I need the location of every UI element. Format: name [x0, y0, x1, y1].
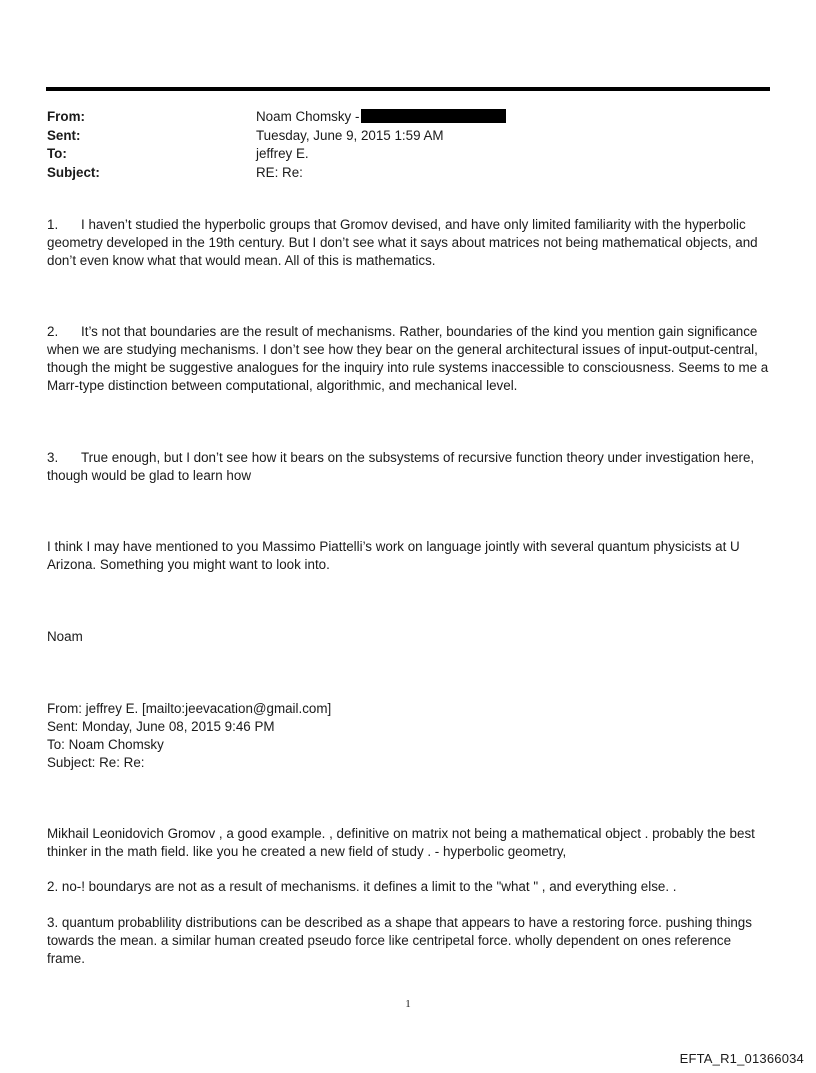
forwarded-paragraph-1: Mikhail Leonidovich Gromov , a good example. , definitive on matrix not being a mathematical object . probably the best thinker in the math field. like you he created a new field of study . - hyperbolic geometry, [47, 826, 755, 859]
forwarded-from: From: jeffrey E. [mailto:jeevacation@gmail.com] [47, 701, 332, 716]
paragraph-4: I think I may have mentioned to you Massimo Piattelli’s work on language jointly with several quantum physicists at U Arizona. Something you might want to look into. [47, 539, 740, 572]
paragraph-3-number: 3. [47, 450, 59, 465]
paragraph-1-text: I haven’t studied the hyperbolic groups that Gromov devised, and have only limited familiarity with the hyperbolic geometry developed in the 19th century. But I don’t see what it says about matrices not being mathematical objects, and don’t even know what that would mean. All of this is mathematics. [47, 217, 758, 268]
paragraph-3-text: True enough, but I don’t see how it bears on the subsystems of recursive function theory under investigation here, though would be glad to learn how [47, 450, 755, 483]
redaction-box [361, 109, 506, 123]
forwarded-header [47, 700, 769, 772]
email-header [47, 108, 767, 182]
paragraph-1 [47, 216, 769, 270]
paragraph-3 [47, 449, 769, 485]
forwarded-paragraph-3: 3. quantum probablility distributions can be described as a shape that appears to have a restoring force. pushing things towards the mean. a similar human created pseudo force like centripetal force. wholly dependent on ones reference frame. [47, 915, 752, 966]
paragraph-2 [47, 323, 769, 395]
to-row [47, 145, 767, 164]
from-label: From: [47, 109, 85, 124]
subject-label: Subject: [47, 164, 100, 180]
from-value: Noam Chomsky - [256, 108, 506, 126]
forwarded-sent: Sent: Monday, June 08, 2015 9:46 PM [47, 719, 275, 734]
bates-number: EFTA_R1_01366034 [679, 1051, 804, 1066]
subject-row [47, 164, 767, 183]
subject-value: RE: Re: [256, 164, 303, 180]
to-label: To: [47, 146, 67, 161]
page-number: 1 [405, 998, 411, 1010]
from-row [47, 108, 767, 127]
paragraph-1-number: 1. [47, 217, 59, 232]
paragraph-2-text: It’s not that boundaries are the result of mechanisms. Rather, boundaries of the kind you mention gain significance when we are studying mechanisms. I don’t see how they bear on the general architectural issues of input-output-central, though the might be suggestive analogues for the inquiry into rule systems inaccessible to consciousness. Seems to me a Marr-type distinction between computational, algorithmic, and mechanical level. [47, 324, 769, 393]
forwarded-paragraph-2: 2. no-! boundarys are not as a result of mechanisms. it defines a limit to the "what " , and everything else. . [47, 879, 677, 894]
signoff: Noam [47, 629, 83, 644]
forwarded-to: To: Noam Chomsky [47, 737, 164, 752]
from-name: Noam Chomsky [256, 109, 352, 124]
forwarded-subject: Subject: Re: Re: [47, 755, 145, 770]
sent-row [47, 127, 767, 146]
sent-value: Tuesday, June 9, 2015 1:59 AM [256, 127, 444, 143]
paragraph-2-number: 2. [47, 324, 59, 339]
header-rule [46, 87, 770, 91]
to-value: jeffrey E. [256, 146, 309, 161]
sent-label: Sent: [47, 127, 81, 143]
